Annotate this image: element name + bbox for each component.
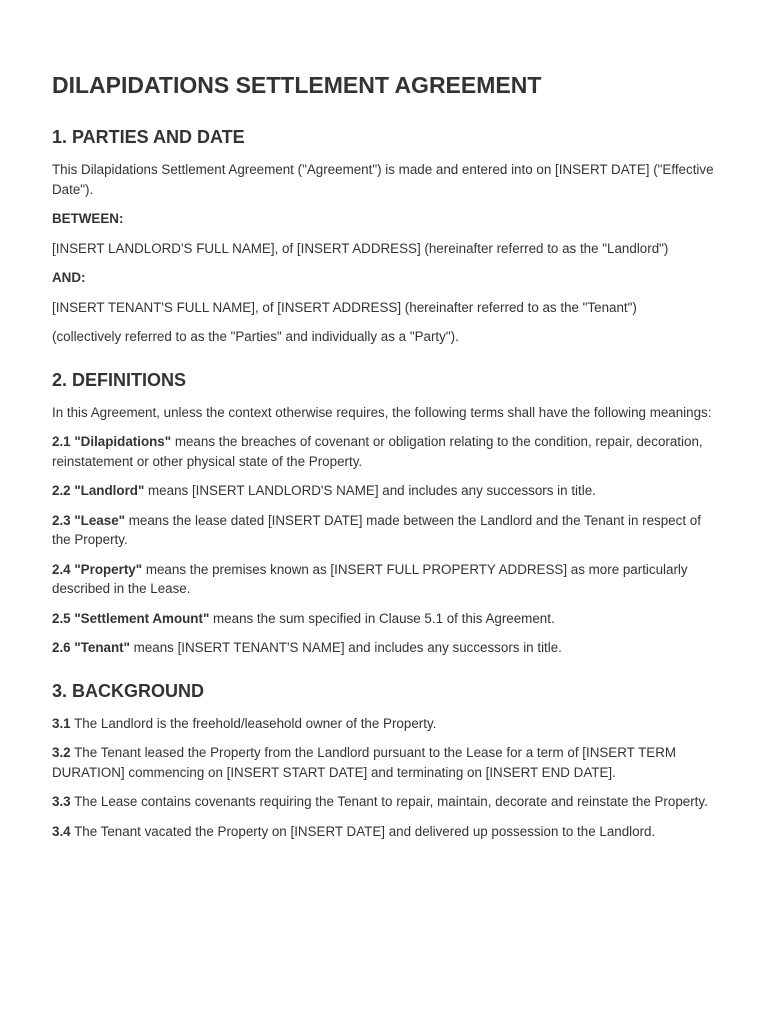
definition-item (52, 609, 718, 629)
section-heading: 1. PARTIES AND DATE (52, 127, 245, 147)
definition-term: 2.5 "Settlement Amount" (52, 610, 210, 626)
section-background (52, 680, 718, 842)
section-parties-and-date (52, 126, 718, 347)
background-item (52, 743, 718, 782)
background-item (52, 792, 718, 812)
definition-item (52, 560, 718, 599)
definition-term: 2.2 "Landlord" (52, 483, 145, 498)
section-heading: 3. BACKGROUND (52, 680, 205, 701)
document-title: DILAPIDATIONS SETTLEMENT AGREEMENT (52, 72, 542, 98)
definition-text: means the breaches of covenant or obligation relating to the condition, repair, decoration, reinstatement or other physical state of the Property. (52, 434, 703, 469)
definition-item (52, 511, 718, 550)
definition-term: 2.3 "Lease" (52, 512, 126, 528)
background-item (52, 822, 718, 842)
definition-term: 2.6 "Tenant" (52, 640, 130, 655)
definition-item (52, 481, 718, 501)
clause-number: 3.4 (52, 823, 71, 839)
agreement-intro: This Dilapidations Settlement Agreement ("Agreement") is made and entered into on [INSERT DATE] ("Effective Date"). (52, 162, 714, 197)
tenant-party: [INSERT TENANT'S FULL NAME], of [INSERT ADDRESS] (hereinafter referred to as the "Tenant") (52, 299, 637, 315)
definition-text: means the sum specified in Clause 5.1 of this Agreement. (209, 610, 555, 626)
section-definitions (52, 369, 718, 658)
definition-term: 2.4 "Property" (52, 561, 143, 577)
background-item (52, 714, 718, 734)
clause-text: The Tenant vacated the Property on [INSERT DATE] and delivered up possession to the Landlord. (70, 823, 656, 839)
clause-number: 3.1 (52, 715, 71, 731)
definition-text: means [INSERT LANDLORD'S NAME] and includes any successors in title. (144, 483, 596, 498)
clause-text: The Landlord is the freehold/leasehold owner of the Property. (70, 715, 437, 731)
definition-item (52, 432, 718, 471)
definitions-intro: In this Agreement, unless the context otherwise requires, the following terms shall have the following meanings: (52, 404, 712, 420)
clause-number: 3.3 (52, 794, 71, 809)
definition-text: means the lease dated [INSERT DATE] made between the Landlord and the Tenant in respect of the Property. (52, 512, 701, 547)
definition-term: 2.1 "Dilapidations" (52, 434, 172, 449)
section-heading: 2. DEFINITIONS (52, 369, 187, 390)
definition-text: means [INSERT TENANT'S NAME] and includes any successors in title. (129, 640, 562, 655)
definition-text: means the premises known as [INSERT FULL PROPERTY ADDRESS] as more particularly described in the Lease. (52, 561, 688, 596)
collective-reference: (collectively referred to as the "Parties" and individually as a "Party"). (52, 329, 459, 344)
clause-text: The Tenant leased the Property from the Landlord pursuant to the Lease for a term of [INSERT TERM DURATION] commencing on [INSERT START DATE] and terminating on [INSERT END DATE]. (52, 745, 677, 780)
clause-text: The Lease contains covenants requiring the Tenant to repair, maintain, decorate and reinstate the Property. (70, 794, 708, 809)
landlord-party: [INSERT LANDLORD'S FULL NAME], of [INSERT ADDRESS] (hereinafter referred to as the "Landlord") (52, 240, 669, 256)
clause-number: 3.2 (52, 745, 71, 760)
and-label: AND: (52, 270, 86, 285)
definition-item (52, 638, 718, 658)
between-label: BETWEEN: (52, 211, 124, 226)
